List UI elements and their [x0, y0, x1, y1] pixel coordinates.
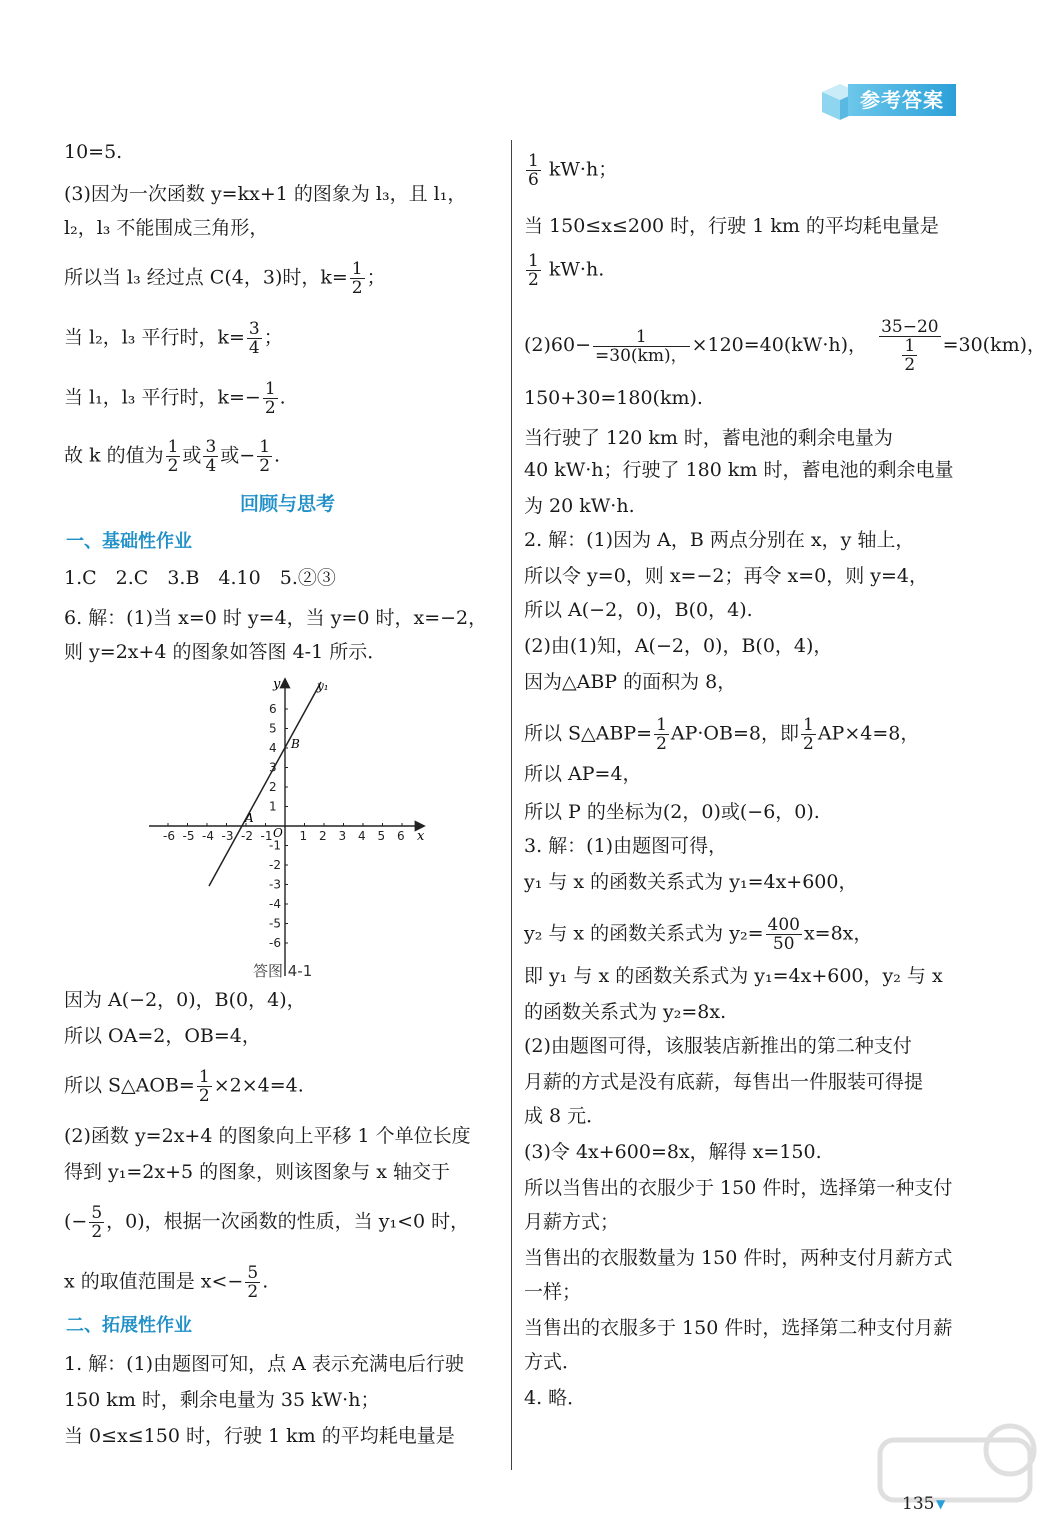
text-line: 40 kW·h；行驶了 180 km 时，蓄电池的剩余电量	[524, 459, 954, 481]
answer-key-badge	[818, 78, 958, 124]
fraction: $\frac{1}{2}$	[802, 715, 814, 754]
y-tick-label: 2	[269, 780, 277, 794]
y-tick-label: -6	[269, 936, 281, 950]
origin-label: O	[273, 826, 283, 840]
y-tick-label: 3	[269, 760, 277, 775]
column-divider	[511, 140, 512, 1470]
fraction: $\frac{5}{2}$	[247, 1263, 259, 1302]
fraction: $\frac{1}{2}$	[528, 251, 539, 290]
text-line: 3. 解：(1)由题图可得，	[524, 835, 728, 857]
text-line: 4. 略．	[524, 1387, 587, 1409]
x-tick-label: -3	[221, 829, 234, 843]
subsection-heading: 二、拓展性作业	[66, 1315, 192, 1336]
y-tick-label: 6	[269, 702, 277, 716]
text-line: 得到 y₁=2x+5 的图象，则该图象与 x 轴交于	[64, 1161, 450, 1183]
text-line: (2)函数 y=2x+4 的图象向上平移 1 个单位长度	[64, 1125, 471, 1147]
y-tick-label: -2	[269, 858, 281, 872]
text-line: 当行驶了 120 km 时，蓄电池的剩余电量为	[524, 427, 893, 449]
text-line: l₂，l₃ 不能围成三角形，	[64, 217, 269, 239]
text-line: 所以 OA=2，OB=4，	[64, 1025, 261, 1047]
section-heading: 回顾与思考	[240, 493, 336, 515]
fraction: $\frac{3}{4}$	[205, 437, 217, 476]
text-line: 则 y=2x+4 的图象如答图 4-1 所示．	[64, 641, 387, 663]
x-tick-label: -4	[202, 829, 214, 843]
text-line: 所以 S△AOB= $\frac{1}{2}$ ×2×4=4.	[64, 1067, 304, 1106]
text-line: 为 20 kW·h.	[524, 495, 635, 517]
y-tick-label: 5	[269, 721, 277, 736]
graph-line-y1	[209, 682, 321, 886]
fraction: $\frac{1}{2}$	[259, 437, 271, 476]
fraction: $\frac{1}{2}$	[656, 715, 667, 754]
text-line: 6. 解：(1)当 x=0 时 y=4，当 y=0 时，x=−2，	[64, 607, 488, 629]
text-line: y₂ 与 x 的函数关系式为 y₂= $\frac{400}{50}$ x=8x，	[524, 915, 873, 954]
x-tick-label: -1	[260, 829, 273, 843]
text-line: 所以当售出的衣服少于 150 件时，选择第一种支付	[524, 1177, 953, 1199]
text-line: 月薪的方式是没有底薪，每售出一件服装可得提	[524, 1071, 924, 1093]
y-tick-label: 4	[269, 741, 277, 755]
text-line: 的函数关系式为 y₂=8x.	[524, 1001, 727, 1023]
fraction: $\frac{1}{2}$	[264, 379, 276, 418]
text-line: 10=5.	[64, 141, 123, 163]
x-tick-label: -6	[163, 829, 175, 843]
axis-label-x: x	[417, 829, 425, 844]
watermark-logo	[870, 1400, 1040, 1530]
text-line: 所以 P 的坐标为(2，0)或(−6，0).	[524, 801, 820, 823]
fraction: $\frac{1}{2}$	[351, 259, 363, 298]
text-line: 所以 A(−2，0)，B(0，4).	[524, 599, 753, 621]
function-graph	[145, 672, 435, 982]
text-line: y₁ 与 x 的函数关系式为 y₁=4x+600，	[524, 871, 858, 893]
text-line: (2)由(1)知，A(−2，0)，B(0，4)，	[524, 635, 833, 657]
text-line: 150+30=180(km).	[524, 387, 703, 409]
text-line: (− $\frac{5}{2}$ ，0)，根据一次函数的性质，当 y₁<0 时，	[64, 1203, 470, 1242]
fraction: $\frac{5}{2}$	[91, 1203, 103, 1242]
fraction: $\frac{3}{4}$	[248, 319, 260, 358]
text-line: 150 km 时，剩余电量为 35 kW·h；	[64, 1389, 380, 1411]
text-line: 2. 解：(1)因为 A，B 两点分别在 x，y 轴上，	[524, 529, 915, 551]
text-line: 所以 S△ABP= $\frac{1}{2}$ AP·OB=8，即 $\frac{1}{2}$ AP×4=8，	[524, 715, 920, 754]
text-line: $\frac{1}{2}$ kW·h.	[528, 251, 605, 290]
x-tick-label: 1	[299, 829, 308, 843]
text-line: 当售出的衣服多于 150 件时，选择第二种支付月薪	[524, 1317, 953, 1339]
axis-label-y: y	[273, 677, 281, 692]
fraction: $\frac{1}{6}$	[528, 151, 539, 190]
fraction: $\frac{1}{=30(km),}$	[595, 326, 688, 366]
text-line: (3)因为一次函数 y=kx+1 的图象为 l₃，且 l₁，	[64, 183, 467, 205]
line-label: y₁	[317, 679, 329, 693]
text-line: 成 8 元．	[524, 1105, 606, 1127]
compound-fraction: $\frac{35-20}{\frac{1}{2}}$	[881, 317, 939, 375]
x-tick-label: 5	[377, 829, 386, 843]
x-tick-label: 6	[397, 829, 405, 843]
point-a-label: A	[245, 811, 254, 825]
text-line: 因为 A(−2，0)，B(0，4)，	[64, 989, 306, 1011]
fraction: $\frac{1}{2}$	[167, 437, 179, 476]
text-line: 因为△ABP 的面积为 8，	[524, 671, 737, 693]
y-tick-label: -3	[269, 877, 281, 892]
y-tick-label: 1	[269, 799, 277, 814]
text-line: 当 l₂，l₃ 平行时，k= $\frac{3}{4}$ ；	[64, 319, 283, 358]
x-tick-label: -5	[182, 829, 195, 843]
text-line: 一样；	[524, 1281, 582, 1303]
text-line: 所以 AP=4，	[524, 763, 642, 785]
x-tick-label: 3	[338, 829, 347, 843]
y-tick-label: -1	[269, 838, 281, 853]
fraction: $\frac{400}{50}$	[767, 915, 800, 954]
text-line: (2)由题图可得，该服装店新推出的第二种支付	[524, 1035, 912, 1057]
text-line: (2)60− $\frac{1}{=30(km),}$ ×120=40(kW·h)， $\frac{35-20}{\frac{1}{2}}$ =30(km)，	[524, 317, 1047, 375]
text-line: 当售出的衣服数量为 150 件时，两种支付月薪方式	[524, 1247, 953, 1269]
text-line: $\frac{1}{6}$ kW·h；	[528, 151, 618, 190]
graph-caption: 答图 4-1	[253, 962, 313, 980]
text-line: 所以当 l₃ 经过点 C(4，3)时，k= $\frac{1}{2}$ ；	[64, 259, 386, 298]
fraction: $\frac{1}{2}$	[198, 1067, 210, 1106]
triangle-down-icon: ▼	[936, 1497, 946, 1511]
badge-label: 参考答案	[848, 84, 956, 116]
y-tick-label: -5	[269, 916, 281, 931]
text-line: 故 k 的值为 $\frac{1}{2}$ 或 $\frac{3}{4}$ 或− $\frac{1}{2}$ .	[64, 437, 281, 476]
text-line: (3)令 4x+600=8x，解得 x=150.	[524, 1141, 822, 1163]
text-line: 当 l₁，l₃ 平行时，k=− $\frac{1}{2}$ .	[64, 379, 286, 418]
text-line: 月薪方式；	[524, 1211, 620, 1233]
text-line: x 的取值范围是 x<− $\frac{5}{2}$ .	[64, 1263, 269, 1302]
x-tick-label: 4	[358, 829, 366, 843]
x-tick-label: 2	[319, 829, 327, 843]
text-line: 方式．	[524, 1351, 582, 1373]
page-number: 135	[902, 1494, 935, 1514]
text-line: 即 y₁ 与 x 的函数关系式为 y₁=4x+600，y₂ 与 x	[524, 965, 943, 987]
text-line: 当 0≤x≤150 时，行驶 1 km 的平均耗电量是	[64, 1425, 455, 1447]
y-tick-label: -4	[269, 897, 281, 911]
x-tick-label: -2	[241, 829, 253, 843]
text-line: 1. 解：(1)由题图可知，点 A 表示充满电后行驶	[64, 1353, 464, 1375]
text-line: 当 150≤x≤200 时，行驶 1 km 的平均耗电量是	[524, 215, 939, 237]
point-b-label: B	[291, 737, 300, 751]
text-line: 1.C 2.C 3.B 4.10 5.②③	[64, 567, 336, 589]
subsection-heading: 一、基础性作业	[66, 531, 192, 552]
text-line: 所以令 y=0，则 x=−2；再令 x=0，则 y=4，	[524, 565, 929, 587]
